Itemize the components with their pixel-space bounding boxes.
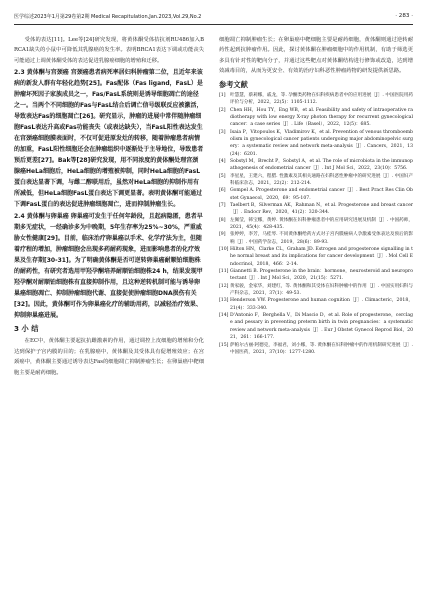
page-number: · 283 · [395, 13, 413, 19]
reference-list [219, 92, 413, 356]
reference-number: [5] [219, 173, 226, 179]
reference-text: Gompel A. Progesterone and endometrial cancer［J］. Best Pract Res Clin Obstet Gynaecol，2020，69：95-107. [230, 188, 413, 201]
reference-text: 张婷婷，李芳，马桂琴. 不同黄体酮给药方式对子宫内膜癌病人孕激素受体表达及预后的影响［J］. 中国药学杂志，2019，28(6)：89-93. [230, 232, 413, 245]
reference-number: [3] [219, 129, 226, 135]
section-2-3: 2.3 黄体酮与宫颈癌 宫颈癌患者病死率居妇科肿瘤第二位，且近年来该病的新发人群有年轻化趋势[25]。Fas配体（Fas ligand，FasL）是肿瘤坏死因子家族成员之一，Fas/FasL系统则是诱导细胞凋亡的途径之一。当两个不同细胞的Fas与FasL结合后调亡信号级联反应被激活，导致表达Fas的细胞凋亡[26]。研究显示，肿瘤的进展中常伴随肿瘤细胞FasL表达升高或Fas功能丧失（或表达缺失），当FasL阳性表达发生在宫颈癌细胞膜表面时，不仅可促进原发灶的转移，随着肿瘤患者病情的加重，FasL阳性细胞还会在肿瘤组织中逐渐处于主导地位，导致患者预后更差[27]。Bak等[28]研究发现，用不同浓度的黄体酮处理宫颈腺癌HeLa细胞后，HeLa细胞的增殖被抑制，同时HeLa细胞的FasL蛋白表达显著下调，与雌二醇联用后，虽然对HeLa细胞的抑制作用有所减低，但HeLa细胞FasL蛋白表达下调更显著。表明黄体酮可能通过下调FasL蛋白的表达促进肿瘤细胞凋亡，进而抑制肿瘤生长。 [14, 69, 204, 209]
reference-text: 黄家骏，金家华，刘建红，等. 黄体酮和其受体在妇科肿瘤中的作用［J］. 中国实用妇科与产科杂志，2021，37(1)：49-53. [230, 283, 413, 297]
reference-text: 叶慧慧，蔡莉娜，戚龙，等. 孕酮类药物在妇科疾病患者中的应用进展［J］. 中国医院用药评价与分析，2022，22(5)：1105-1112. [230, 92, 413, 106]
reference-text: D'Antonio F，Berghella V，Di Mascio D，et al. Role of progesterone，cerclage and pessary in preventing preterm birth in twin pregnancies：a systematic review and network meta-analysis［J］. Eur J Obstet Gynecol Reprod Biol，2021，261：166-177. [230, 313, 413, 341]
reference-text: Giannetti B. Progesterone in the brain：hormone，neurosteroid and neuroprotectant［J］. Int J Mol Sci，2020，21(15)：5271. [230, 269, 413, 282]
reference-item [219, 92, 413, 107]
reference-item [219, 173, 413, 188]
left-column [14, 35, 204, 581]
reference-item [219, 187, 413, 202]
reference-item [219, 297, 413, 312]
running-header [14, 13, 413, 25]
reference-text: Henderson VW. Progesterone and human cognition［J］. Climacteric，2018，21(4)：333-340. [230, 298, 413, 311]
reference-text: Isaia P，Vitopoulos K，Vladimirov K，et al. Prevention of venous thromboembolism in gynecological cancer patients undergoing major abdominopelvic surgery：a systematic review and network meta-analysis［J］. Cancers，2021，13(24)：6201. [230, 129, 413, 157]
reference-item [219, 283, 413, 298]
reference-number: [11] [219, 269, 229, 275]
reference-number: [4] [219, 158, 226, 164]
reference-number: [12] [219, 283, 229, 289]
section-heading-conclusion: 3 小 结 [14, 324, 39, 334]
reference-text: 李星星，王建六，程腊. 性激素及其相关通路在妇科恶性肿瘤中的研究进展［J］. 中国妇产科临床杂志，2021，22(2)：212-214. [230, 173, 413, 186]
reference-text: 左佩莹，韩宝娜，黄婷. 黄体酮在妇科肿瘤患者中的应用研究进展及机制［J］. 中国药师，2021，45(4)：428-435. [230, 217, 413, 230]
reference-text: 萨帕尔古丽·阿德克，李福君，刘小娜，等. 黄体酮在妇科肿瘤中的作用机制研究进展［J］. 中国医药，2021，37(10)：1277-1280. [230, 342, 413, 355]
references-heading: 参考文献 [219, 79, 248, 89]
section-2-4: 2.4 黄体酮与卵巢癌 卵巢癌可发生于任何年龄段，且起病隐匿，患者早期多无症状，一经确诊多为中晚期，5年生存率为25%~30%，严重威胁女性健康[29]。目前，临床治疗卵巢癌以手术、化学疗法为主，但随着疗程的增加，肿瘤细胞会出现多药耐药现象，进而影响患者的化疗效果及生存期[30-31]。为了明确黄体酮是否可逆转卵巢癌耐顺铂细胞株的耐药性，有研究者选用甲羟孕酮培养耐顺铂细胞株24 h，结果发现甲羟孕酮对耐顺铂细胞株有直接抑制作用，且这种逆转机制可能与诱导卵巢癌细胞凋亡、抑制肿瘤细胞代谢、直接促使肿瘤细胞DNA损伤有关[32]。因此，黄体酮可作为卵巢癌化疗的辅助用药，以减轻治疗效果、抑制卵巢癌进展。 [14, 213, 203, 320]
reference-item [219, 107, 413, 129]
reference-item [219, 268, 413, 283]
reference-number: [2] [219, 107, 226, 113]
reference-item [219, 246, 413, 268]
reference-text: Chen HH，Hou TY，Eng WB，et al. Feasibility and safety of intraoperative radiotherapy with low energy X-ray photon therapy for recurrent gynecological cancer：a case series［J］. Life（Basel），2022，12(5)：685. [230, 107, 413, 128]
reference-number: [7] [219, 202, 226, 208]
reference-number: [10] [219, 247, 229, 253]
reference-text: Taelbert B，Silverman AK，Rahman N，et al. Progesterone and breast cancer［J］. Endocr Rev，2020，41(2)：320-344. [230, 202, 413, 216]
reference-item [219, 231, 413, 246]
right-column [219, 35, 413, 581]
reference-text: Hilton HN，Clarke CL，Graham JD. Estrogen and progesterone signalling in the normal breast and its implications for cancer development［J］. Mol Cell Endocrinol，2018，466：2-14. [230, 247, 413, 267]
reference-number: [6] [219, 188, 226, 194]
reference-item [219, 202, 413, 217]
reference-number: [9] [219, 232, 226, 238]
paragraph: 细胞凋亡抑制肿瘤生长；在卵巢癌中靶细胞主要是耐药细胞，黄体酮则通过逆转耐药性起到抗肿瘤作用。因此，探讨黄体酮在肿瘤细胞中的作用机制，有助于筛选更多具有针对性的靶向分子，并通过这些靶点对黄体酮结构进行修饰或改造，达到增效减毒目的，从而为更安全、有效的治疗妇科恶性肿瘤药物的研发提供新思路。 [219, 37, 413, 75]
paragraph: 在EC中，黄体酮主要起抗抗雌激素的作用，通过调控上皮细胞的增殖和分化达到保护子宫内膜的目的；在乳腺癌中，黄体酮及其受体具有促增殖效应；在宫颈癌中，黄体酮主要通过诱导表达Fas的细胞凋亡抑制肿瘤生长；在卵巢癌中靶细胞主要是耐药细胞。 [14, 338, 204, 376]
reference-item [219, 342, 413, 357]
reference-number: [15] [219, 342, 229, 348]
reference-number: [1] [219, 92, 226, 98]
reference-item [219, 158, 413, 173]
reference-number: [8] [219, 217, 226, 223]
reference-number: [13] [219, 298, 229, 304]
reference-number: [14] [219, 313, 229, 319]
reference-item [219, 129, 413, 158]
reference-item [219, 312, 413, 341]
journal-citation: 医学综述2023年1月第29卷第2期 Medical Recapitulation,Jan.2023,Vol.29,No.2 [14, 14, 202, 20]
reference-text: Sobstyl M，Brecht P，Sobstyl A，et al. The role of microbiota in the immunopathogenesis of endometrial cancer［J］. Int J Mol Sci，2022，23(10)：5756. [230, 158, 413, 172]
reference-item [219, 217, 413, 232]
paragraph: 受体的表达[11]。Lee等[24]研究发现，将黄体酮受体拮抗剂RU486加入BRCA1缺失的小鼠中可降低其乳腺癌的发生率。表明BRCA1表达下调或功能丧失可能通过上调黄体酮受体的表达促进乳腺癌细胞的增殖和迁移。 [14, 37, 204, 64]
